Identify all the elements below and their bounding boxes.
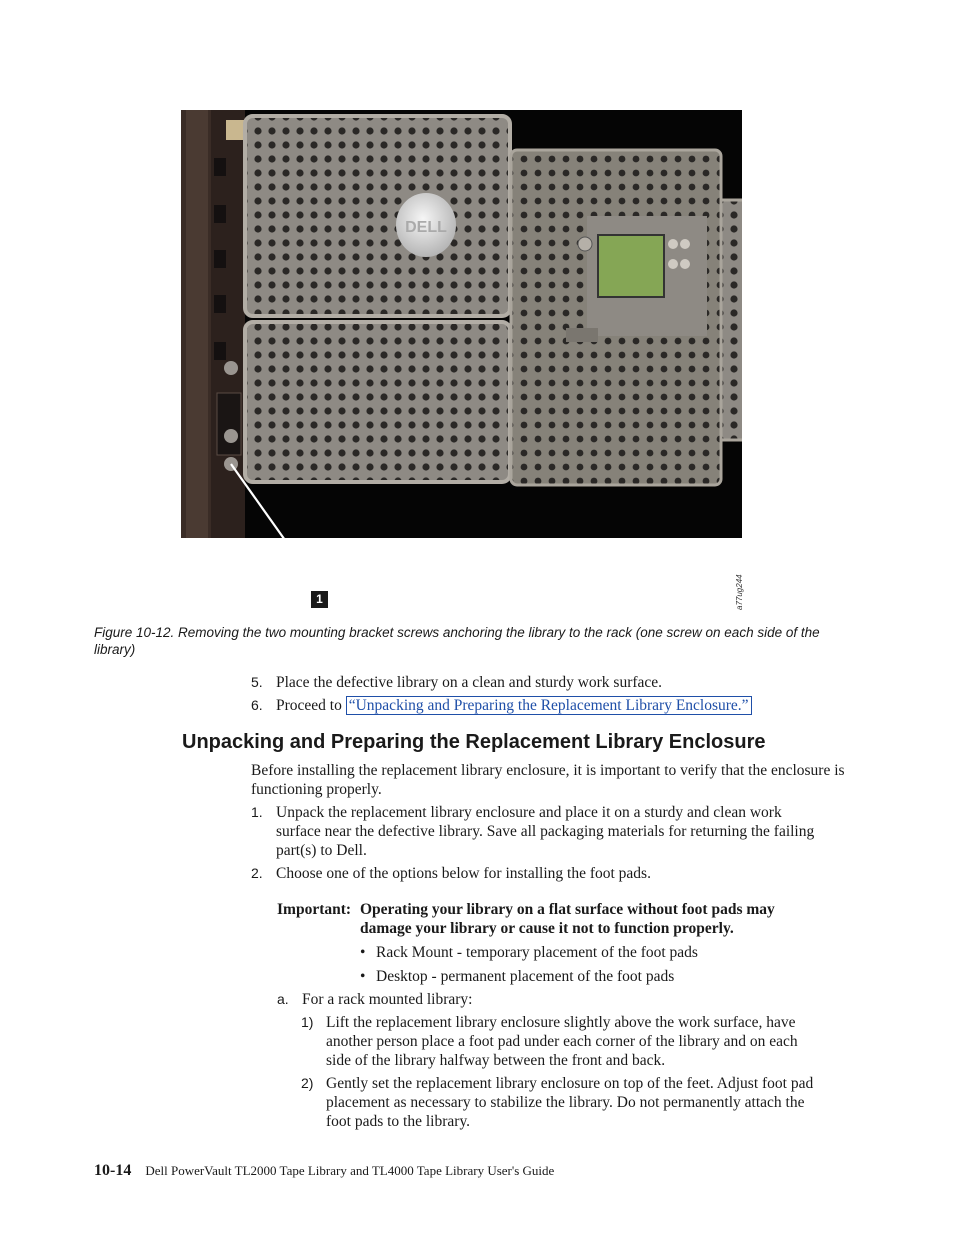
bullet-text: Rack Mount - temporary placement of the foot pads [376,944,698,961]
step-number: 1. [251,804,263,820]
step-text: Unpack the replacement library enclosure and place it on a sturdy and clean work surface near the defective library. Save all packaging materials for returning the failing part(s) to Dell. [276,804,815,859]
bullet-dot: • [360,968,366,985]
section-heading: Unpacking and Preparing the Replacement Library Enclosure [182,731,766,753]
step-number: a. [277,991,289,1007]
step-text: For a rack mounted library: [302,991,473,1008]
intro-paragraph: Before installing the replacement library enclosure, it is important to verify that the enclosure is functioning properly. [251,762,845,798]
step-text: Choose one of the options below for installing the foot pads. [276,865,651,882]
step-number: 6. [251,697,263,713]
step-number: 2. [251,865,263,881]
important-text: Operating your library on a flat surface without foot pads may damage your library or cause it not to function properly. [360,901,775,937]
step-text: Place the defective library on a clean and sturdy work surface. [276,674,663,691]
bullet-dot: • [360,944,366,961]
step-number: 1) [301,1014,314,1030]
page-footer [94,1162,554,1180]
photo-illustration [181,110,742,538]
important-label: Important: [277,901,352,918]
step-text: Proceed to [276,697,346,714]
page-number: 10-14 [94,1162,132,1179]
callout-1: 1 [311,591,328,608]
dell-logo-text: DELL [405,219,447,236]
step-text: Gently set the replacement library enclosure on top of the feet. Adjust foot pad placement as necessary to stabilize the library. Do not permanently attach the foot pads to the library. [326,1075,814,1130]
figure-caption: Figure 10-12. Removing the two mounting bracket screws anchoring the library to the rack (one screw on each side of the library) [94,625,820,657]
library-rack-photo [181,110,742,538]
step-number: 2) [301,1075,314,1091]
footer-title: Dell PowerVault TL2000 Tape Library and TL4000 Tape Library User's Guide [145,1163,555,1178]
bullet-text: Desktop - permanent placement of the foot pads [376,968,675,985]
figure-id: a77ug244 [735,574,744,610]
section-link[interactable]: “Unpacking and Preparing the Replacement Library Enclosure.” [346,696,752,715]
step-text: Lift the replacement library enclosure slightly above the work surface, have another person place a foot pad under each corner of the library and on each side of the library halfway between the front and back. [326,1014,798,1069]
step-number: 5. [251,674,263,690]
